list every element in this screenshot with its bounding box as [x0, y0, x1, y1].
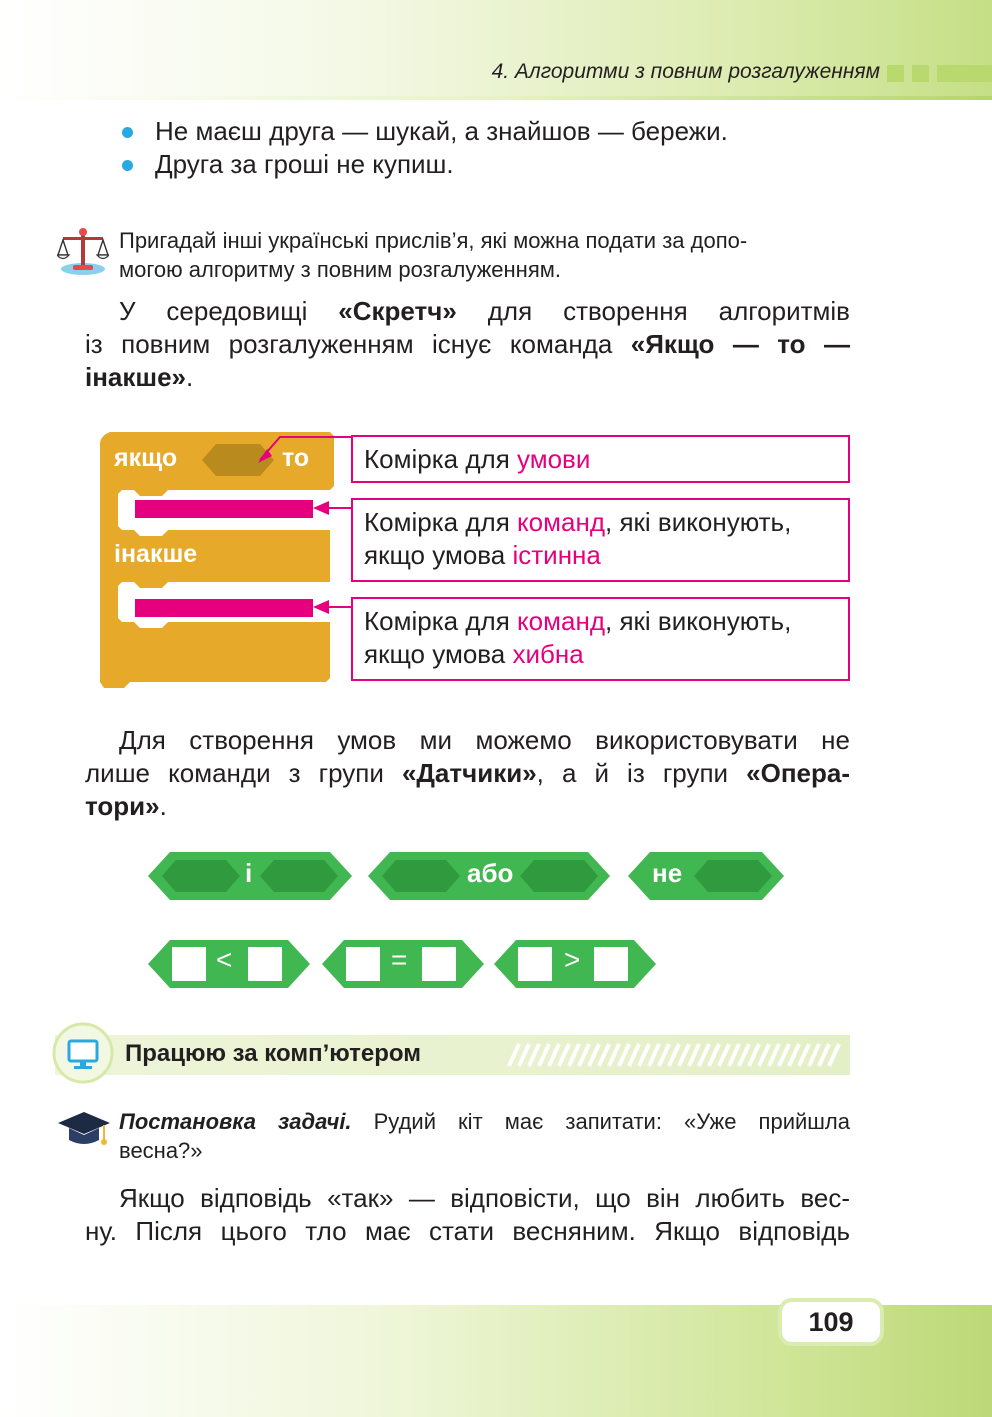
intro-line-3: інакше». — [85, 362, 194, 392]
equals-label: = — [391, 944, 408, 975]
operators-line-3: тори». — [85, 791, 167, 821]
operators-line-1: Для створення умов ми можемо використовувати не — [119, 725, 850, 755]
section-title: Працюю за комп’ютером — [125, 1040, 422, 1067]
header-square-2 — [912, 65, 929, 82]
proverb-1: Не маєш друга — шукай, а знайшов — бережи. — [155, 116, 728, 146]
if-label: якщо — [114, 444, 178, 472]
page-number: 109 — [778, 1298, 884, 1346]
callout-true-branch: Комірка для команд, які виконують, якщо умова істинна — [351, 498, 850, 582]
or-label: або — [467, 858, 514, 888]
section-stripes — [505, 1042, 845, 1068]
answer-line-1: Якщо відповідь «так» — відповісти, що він любить вес- — [119, 1183, 850, 1213]
computer-icon — [52, 1022, 114, 1084]
and-label: і — [245, 858, 253, 888]
graduation-cap-icon — [57, 1110, 111, 1150]
header-band — [0, 0, 992, 100]
problem-line-2: весна?» — [119, 1138, 203, 1163]
callout-false-branch: Комірка для команд, які виконують, якщо умова хибна — [351, 597, 850, 681]
task-note-line-2: могою алгоритму з повним розгалуженням. — [119, 257, 561, 282]
callout-condition: Комірка для умови — [351, 435, 850, 483]
intro-line-1: У середовищі «Скретч» для створення алгоритмів — [119, 296, 850, 326]
task-note-line-1: Пригадай інші українські прислів’я, які можна подати за допо- — [119, 228, 748, 253]
greater-than-label: > — [564, 944, 581, 975]
not-label: не — [652, 858, 683, 888]
bullet-icon — [122, 160, 133, 171]
problem-line-1: Постановка задачі. Рудий кіт має запитати: «Уже прийшла — [119, 1109, 850, 1134]
header-divider — [0, 96, 992, 100]
proverb-2: Друга за гроші не купиш. — [155, 149, 454, 179]
less-than-label: < — [216, 944, 233, 975]
operators-line-2: лише команди з групи «Датчики», а й із групи «Опера- — [85, 758, 850, 788]
header-bar — [937, 65, 992, 82]
chapter-title: 4. Алгоритми з повним розгалуженням — [491, 60, 880, 83]
scales-icon — [57, 225, 109, 277]
header-square-1 — [887, 65, 904, 82]
callout-arrows — [255, 432, 355, 622]
then-label: то — [282, 444, 310, 472]
else-label: інакше — [114, 540, 198, 568]
answer-line-2: ну. Після цього тло має стати весняним. Якщо відповідь — [85, 1216, 850, 1246]
intro-line-2: із повним розгалуженням існує команда «Якщо — то — — [85, 329, 850, 359]
bullet-icon — [122, 127, 133, 138]
